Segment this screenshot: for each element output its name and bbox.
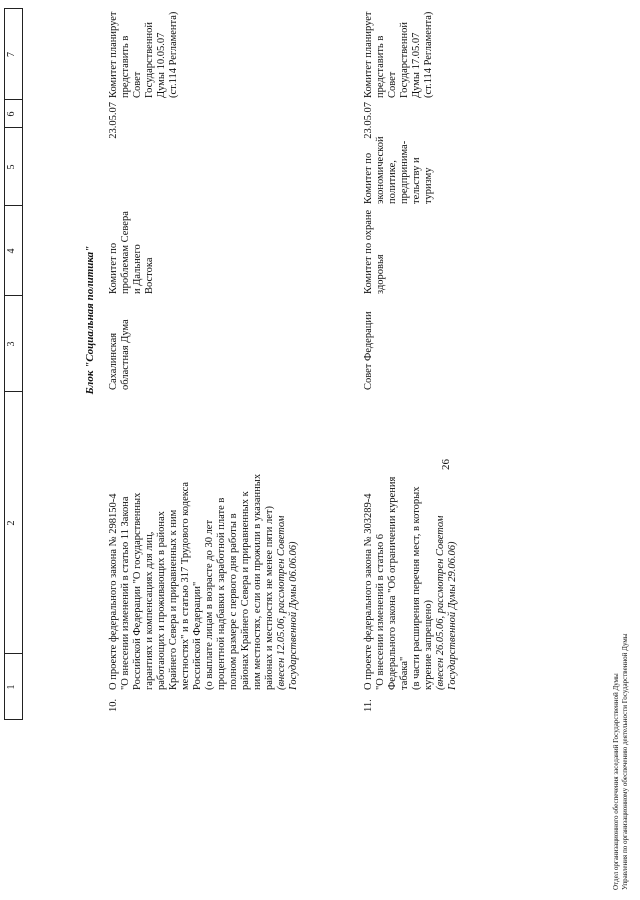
bill-text-line: "О внесении изменений в статью 11 Закона [120, 496, 131, 690]
column-header-6: 6 [6, 111, 17, 117]
bill-text-line: гарантиях и компенсациях для лиц, [144, 531, 155, 690]
bill-text-line: районах и местностях не менее пяти лет) [264, 506, 275, 690]
date: 23.05.07 [108, 102, 119, 139]
bill-text-line: Федерального закона "Об ограничении курения [387, 476, 398, 690]
bill-text-line: Российской Федерации" [192, 581, 203, 690]
bill-description [108, 390, 300, 690]
date: 23.05.07 [363, 102, 374, 139]
main-committee: Комитет по проблемам Севера и Дальнего Востока [108, 211, 155, 294]
footer-line-1: Отдел организационного обеспечения заседаний Государственной Думы [612, 673, 620, 890]
bill-text-line: курение запрещено) [423, 600, 434, 690]
page-number: 26 [440, 459, 452, 470]
bill-text-line: местностях" и в статью 317 Трудового кодекса [180, 481, 191, 690]
bill-text-line: табака" [399, 656, 410, 690]
note: Комитет планирует представить в Совет Государственной Думы 10.05.07 (ст.114 Регламента) [108, 11, 179, 98]
bill-text-line: Крайнего Севера и приравненных к ним [168, 509, 179, 690]
initiator: Сахалинская областная Дума [108, 319, 131, 390]
note: Комитет планирует представить в Совет Государственной Думы 17.05.07 (ст.114 Регламента) [363, 11, 434, 98]
main-committee: Комитет по охране здоровья [363, 209, 386, 294]
bill-text-line: (о выплате лицам в возрасте до 30 лет [204, 519, 215, 690]
bill-note-line: Государственной Думы 06.06.06) [288, 541, 299, 690]
bill-text-line: работающих и проживающих в районах [156, 511, 167, 690]
bill-text-line: "О внесении изменений в статью 6 [375, 533, 386, 690]
column-header-7: 7 [6, 52, 17, 57]
co-committee: Комитет по экономической политике, предпринима-тельству и туризму [363, 136, 434, 204]
bill-note-line: Государственной Думы 29.06.06) [447, 541, 458, 690]
bill-text-line: районах Крайнего Севера и приравненных к [240, 491, 251, 690]
row-number: 10. [108, 698, 119, 712]
row-number: 11. [363, 699, 374, 712]
bill-text-line: полном размере с первого дня работы в [228, 513, 239, 690]
block-title: Блок "Социальная политика" [84, 245, 96, 395]
bill-text-line: О проекте федерального закона № 303289-4 [363, 493, 374, 690]
bill-note-line: (внесен 26.05.06, рассмотрен Советом [435, 515, 446, 690]
column-header-1: 1 [6, 684, 17, 690]
bill-description [363, 390, 459, 690]
bill-text-line: О проекте федерального закона № 298150-4 [108, 493, 119, 690]
header-bottom-border [22, 8, 23, 720]
bill-text-line: процентной надбавки к заработной плате в [216, 497, 227, 690]
column-header-4: 4 [6, 248, 17, 254]
header-top-border [4, 8, 5, 720]
bill-text-line: Российской Федерации "О государственных [132, 492, 143, 690]
column-header-5: 5 [6, 164, 17, 170]
initiator: Совет Федерации [363, 311, 374, 390]
column-header-3: 3 [6, 341, 17, 347]
bill-text-line: (в части расширения перечня мест, в которых [411, 486, 422, 690]
bill-note-line: (внесен 12.05.06, рассмотрен Советом [276, 515, 287, 690]
footer-line-2: Управления по организационному обеспечению деятельности Государственной Думы [621, 633, 629, 890]
column-header-2: 2 [6, 520, 17, 526]
bill-text-line: ним местностях, если они прожили в указанных [252, 473, 263, 690]
